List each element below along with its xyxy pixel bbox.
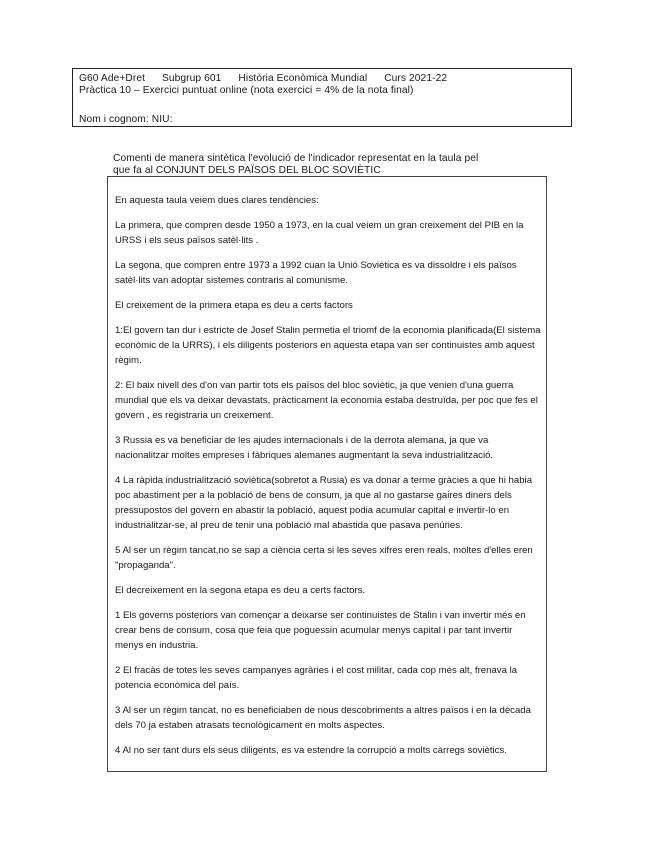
answer-paragraph: 1 Els governs posteriors van començar a deixarse ser continuistes de Stalin i van invertir més en crear bens de consum, cosa que feia que poguessin acumular menys capital i par tant invertir menys en industria. [115,610,526,651]
answer-paragraph: 4 La ràpida industrialització soviètica(sobretot a Rusia) es va donar a terme gràcies a que hi habia poc abastiment per a la població de bens de consum, ja que al no gastarse gaires diners dels pressupostos del govern en abastir la població, aquest podia acumular capital e invertir-lo en industrialitzar-se, al preu de tenir una població mal abastida que pasava penúries. [115,475,533,531]
answer-text-box[interactable] [107,176,547,772]
subgroup-label: Subgrup 601 [161,73,222,84]
answer-paragraph: El decreixement en la segona etapa es deu a certs factors. [115,585,366,596]
header-box [72,68,572,127]
answer-paragraph: 1:El govern tan dur i estricte de Josef Stalin permetia el triomf de la economia planificada(El sistema econòmic de la URRS), i els diligents posteriors en aquesta etapa van ser continuistes amb aquest règim. [115,325,541,366]
group-label: G60 Ade+Dret [79,73,146,84]
prompt-line-2: que fa al CONJUNT DELS PAÏSOS DEL BLOC SOVIÈTIC [113,164,381,176]
answer-paragraph: El creixement de la primera etapa es deu a certs factors [115,300,353,311]
answer-paragraph: La primera, que compren desde 1950 a 1973, en la cual veiem un gran creixement del PIB en la URSS i els seus països satèl·lits . [115,220,524,246]
answer-paragraph: 2: El baix nivell des d'on van partir tots els països del bloc soviètic, ja que venien d'una guerra mundial que els va deixar devastats, pràcticament la economia estaba destruïda, per poc que fes el govern , es registraria un creixement. [115,380,538,421]
course-label: Història Econòmica Mundial [238,73,368,84]
practice-label: Pràctica 10 – Exercici puntuat online (nota exercici = 4% de la nota final) [79,85,414,96]
answer-paragraph: La segona, que compren entre 1973 a 1992 cuan la Unió Soviètica es va dissoldre i els països satèl·lits van adoptar sistemes contraris al comunisme. [115,260,517,286]
name-label: Nom i cognom: NIU: [79,114,173,125]
year-label: Curs 2021-22 [384,73,448,84]
header-course-line [79,73,565,85]
answer-paragraph: 2 El fracàs de totes les seves campanyes agràries i el cost militar, cada cop més alt, frenava la potencia econòmica del país. [115,665,518,691]
answer-paragraph: En aquesta taula veiem dues clares tendències: [115,195,319,206]
answer-paragraph: 4 Al no ser tant durs els seus diligents, es va estendre la corrupció a molts càrregs soviètics. [115,745,507,756]
answer-paragraph: 5 Al ser un règim tancat,no se sap a ciència certa si les seves xifres eren reals, moltes d'elles eren "propaganda". [115,545,533,571]
answer-paragraph: 3 Russia es va beneficiar de les ajudes internacionals i de la derrota alemana, ja que va nacionalitzar moltes empreses i fàbriques alemanes augmentant la seva industrialització. [115,435,494,461]
prompt-line-1: Comenti de manera sintètica l'evolució de l'indicador representat en la taula pel [113,153,479,164]
answer-paragraph: 3 Al ser un règim tancat, no es beneficiaben de nous descobriments a altres països i en la dècada dels 70 ja estaben atrasats tecnològicament en molts aspectes. [115,705,531,731]
question-prompt [113,153,543,176]
